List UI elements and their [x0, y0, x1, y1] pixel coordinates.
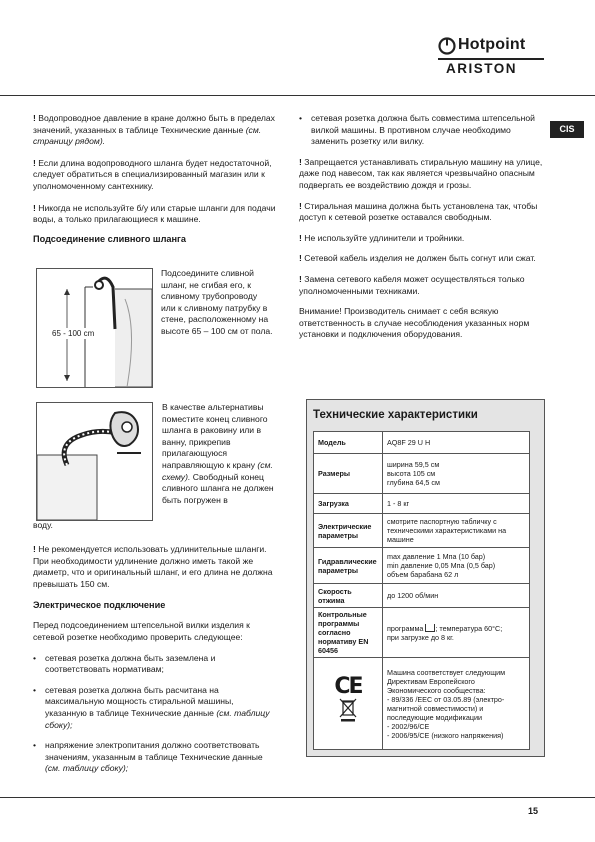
specs-title: Технические характеристики	[313, 409, 478, 421]
list-item: • напряжение электропитания должно соответствовать значениям, указанным в таблице Технические данные (см. таблицу сбоку);	[33, 740, 276, 775]
table-row: Гидравлические параметры max давление 1 Мпа (10 бар) min давление 0,05 Мпа (0,5 бар) объем барабана 62 л	[314, 548, 530, 584]
drain-instruction-2-end: воду.	[33, 520, 53, 530]
ce-mark-icon: CE	[334, 674, 362, 699]
table-row: Электрические параметры смотрите паспортную табличку с техническими характеристиками на машине	[314, 514, 530, 548]
old-hoses-note: ! Никогда не используйте б/у или старые шланги для подачи воды, а только прилагающиеся к машине.	[33, 202, 276, 225]
drain-heading: Подсоединение сливного шланга	[33, 233, 186, 244]
table-row: Модель AQ8F 29 U H	[314, 432, 530, 454]
electrical-heading: Электрическое подключение	[33, 600, 166, 611]
drain-figure-wall	[36, 268, 153, 388]
drain-figure-sink	[36, 402, 153, 521]
weee-bin-icon	[338, 697, 358, 723]
no-extensions-note: ! Не используйте удлинители и тройники.	[299, 232, 465, 243]
extension-hose-note: ! Не рекомендуется использовать удлинительные шланги. При необходимости удлинение должно иметь такой же диаметр, что и оригинальный шланг, и его длина не должна превышать 150 см.	[33, 544, 273, 589]
list-item: • сетевая розетка должна быть заземлена и соответствовать нормативам;	[33, 653, 276, 676]
list-item: • сетевая розетка должна быть расчитана на максимальную мощность стиральной машины, указанную в таблице Технические данные (см. таблицу сбоку);	[33, 685, 276, 731]
wash-program-icon	[425, 624, 435, 632]
footer-rule	[0, 797, 595, 798]
brand-name: Hotpoint	[458, 36, 526, 53]
table-row: Загрузка 1 - 8 кг	[314, 494, 530, 514]
table-row: Размеры ширина 59,5 см высота 105 см глубина 64,5 см	[314, 454, 530, 494]
left-column	[33, 113, 276, 244]
drain-instruction-1: Подсоедините сливной шланг, не сгибая его, к сливному трубопроводу или к сливному патрубку в стене, расположенному на высоте 65 – 100 см от пола.	[161, 268, 273, 336]
socket-access-note: ! Стиральная машина должна быть установлена так, чтобы доступ к сетевой розетке оставался свободным.	[299, 200, 538, 223]
page-number: 15	[528, 806, 539, 816]
specs-panel	[306, 399, 545, 757]
language-tab: CIS	[550, 121, 584, 138]
drain-sink-illustration	[37, 403, 152, 520]
cable-replace-note: ! Замена сетевого кабеля может осуществляться только уполномоченными техниками.	[299, 273, 525, 296]
table-row: CE Машина соответствует следующим Директивам Европейского Экономического сообщества: - 89/336 /EEC от 03.05.89 (электро-магнитной совместимости) и последующие модификации - 2002/96/CE - 2006/95/CE (низкого напряжения)	[314, 658, 530, 750]
list-item: • сетевая розетка должна быть совместима штепсельной вилкой машины. В противном случае необходимо заменить розетку или вилку.	[299, 113, 543, 148]
brand-logo	[438, 36, 544, 80]
logo-divider	[438, 58, 544, 60]
electrical-intro: Перед подсоединением штепсельной вилки изделия к сетевой розетке необходимо проверить следующее:	[33, 620, 250, 642]
left-column-lower	[33, 544, 276, 784]
hotpoint-symbol-icon	[438, 37, 456, 55]
cable-bend-note: ! Сетевой кабель изделия не должен быть согнут или сжат.	[299, 253, 536, 264]
specs-table	[313, 431, 530, 750]
table-row: Контрольные программы согласно нормативу EN 60456 программа ; температура 60°С; при загрузке до 8 кг.	[314, 608, 530, 658]
hose-length-note: ! Если длина водопроводного шланга будет недостаточной, следует обратиться в специализированный магазин или к уполномоченному сантехнику.	[33, 157, 272, 191]
drain-instruction-2: В качестве альтернативы поместите конец сливного шланга в раковину или в ванну, прикрепив прилагающуюся направляющую к крану (см. схему). Свободный конец сливного шланга не должен быть погружен в	[162, 402, 274, 505]
outdoor-warning: ! Запрещается устанавливать стиральную машину на улице, даже под навесом, так как является чрезвычайно опасным подвергать ее воздействию дождя и грозы.	[299, 156, 543, 190]
header-rule	[0, 95, 595, 96]
liability-note: Внимание! Производитель снимает с себя всякую ответственность в случае несоблюдения указанных норм установки и подключения оборудования.	[299, 306, 530, 340]
water-pressure-note: ! Водопроводное давление в кране должно быть в пределах значений, указанных в таблице Технические данные (см. страницу рядом).	[33, 113, 275, 147]
electrical-checklist	[33, 653, 276, 775]
socket-checklist	[299, 113, 543, 148]
drain-height-label: 65 - 100 cm	[52, 329, 95, 338]
right-column	[299, 113, 543, 341]
table-row: Скорость отжима до 1200 об/мин	[314, 584, 530, 608]
brand-sub: ARISTON	[446, 61, 518, 76]
